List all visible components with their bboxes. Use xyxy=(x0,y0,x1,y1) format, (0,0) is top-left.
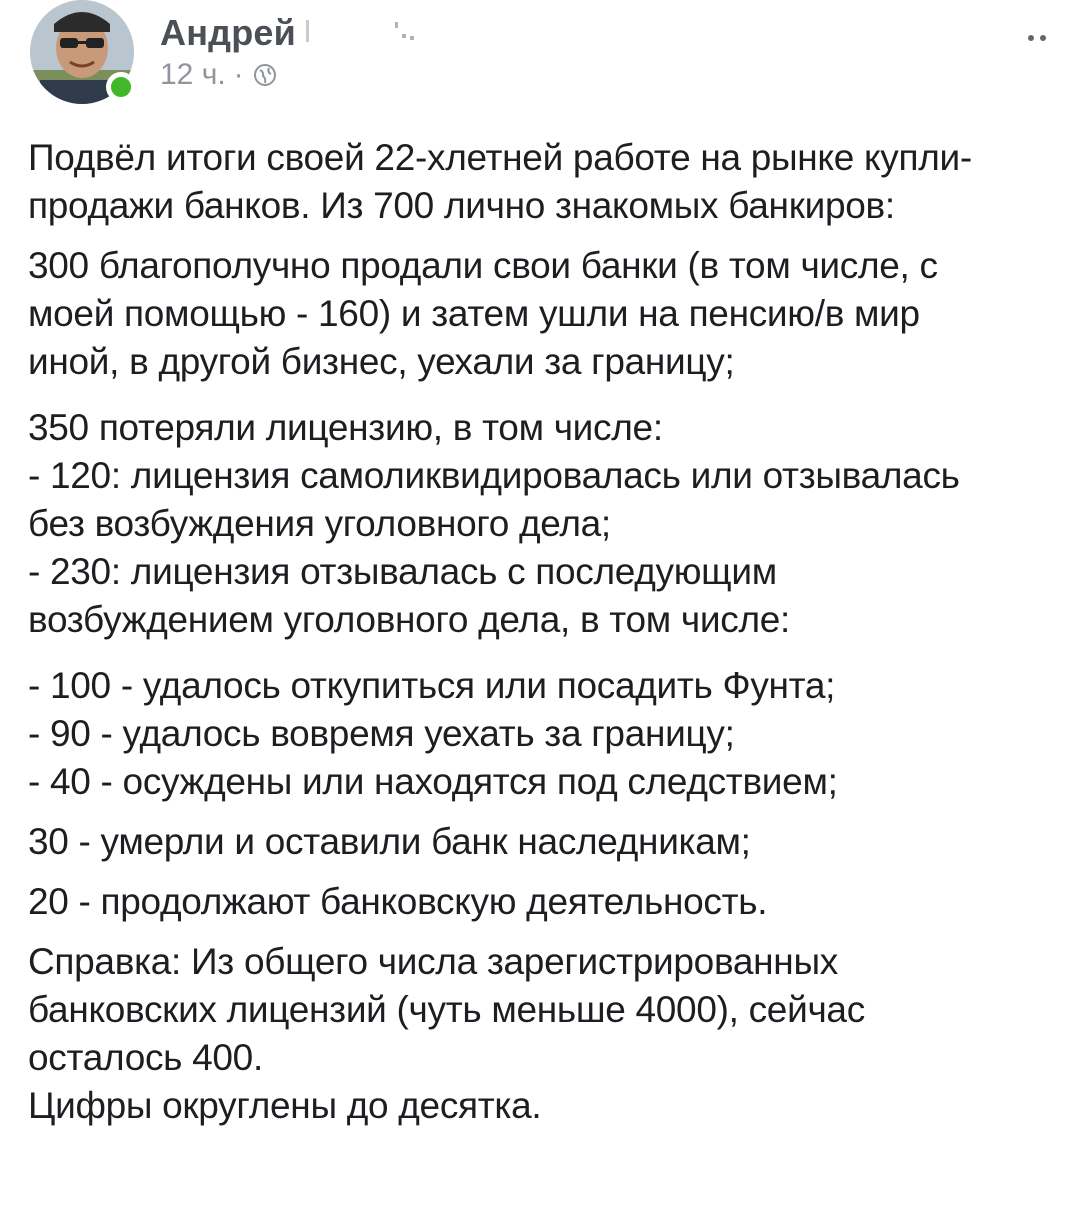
more-dot-icon xyxy=(1040,35,1046,41)
paragraph-line: без возбуждения уголовного дела; xyxy=(28,503,611,544)
paragraph-line: Подвёл итоги своей 22-хлетней работе на рынке купли- xyxy=(28,137,972,178)
paragraph-line: Справка: Из общего числа зарегистрированных xyxy=(28,941,838,982)
globe-icon xyxy=(252,62,278,88)
post-meta xyxy=(160,58,278,92)
paragraph-line: 350 потеряли лицензию, в том числе: xyxy=(28,407,663,448)
paragraph-line: моей помощью - 160) и затем ушли на пенсию/в мир xyxy=(28,293,920,334)
more-options-button[interactable] xyxy=(1010,28,1046,48)
paragraph-line: - 120: лицензия самоликвидировалась или отзывалась xyxy=(28,455,960,496)
paragraph-line: банковских лицензий (чуть меньше 4000), сейчас xyxy=(28,989,865,1030)
paragraph-line: - 100 - удалось откупиться или посадить Фунта; xyxy=(28,665,836,706)
post-text xyxy=(28,134,1058,1130)
post-time[interactable]: 12 ч. xyxy=(160,58,226,91)
paragraph-line: возбуждением уголовного дела, в том числе: xyxy=(28,599,791,640)
post-header xyxy=(0,0,1080,120)
author-name[interactable]: Андрей xyxy=(160,12,296,53)
paragraph-line: осталось 400. xyxy=(28,1037,263,1078)
paragraph-line: - 40 - осуждены или находятся под следствием; xyxy=(28,761,838,802)
paragraph-line: иной, в другой бизнес, уехали за границу; xyxy=(28,341,735,382)
paragraph-line: Цифры округлены до десятка. xyxy=(28,1085,542,1126)
meta-separator: · xyxy=(233,58,244,91)
paragraph-line: - 230: лицензия отзывалась с последующим xyxy=(28,551,777,592)
paragraph-line: 30 - умерли и оставили банк наследникам; xyxy=(28,821,751,862)
online-status-indicator xyxy=(106,72,136,102)
paragraph-line: продажи банков. Из 700 лично знакомых банкиров: xyxy=(28,185,895,226)
paragraph-line: 300 благополучно продали свои банки (в том числе, с xyxy=(28,245,938,286)
paragraph-line: 20 - продолжают банковскую деятельность. xyxy=(28,881,768,922)
paragraph-line: - 90 - удалось вовремя уехать за границу; xyxy=(28,713,735,754)
more-dot-icon xyxy=(1028,35,1034,41)
redacted-surname xyxy=(300,14,440,48)
